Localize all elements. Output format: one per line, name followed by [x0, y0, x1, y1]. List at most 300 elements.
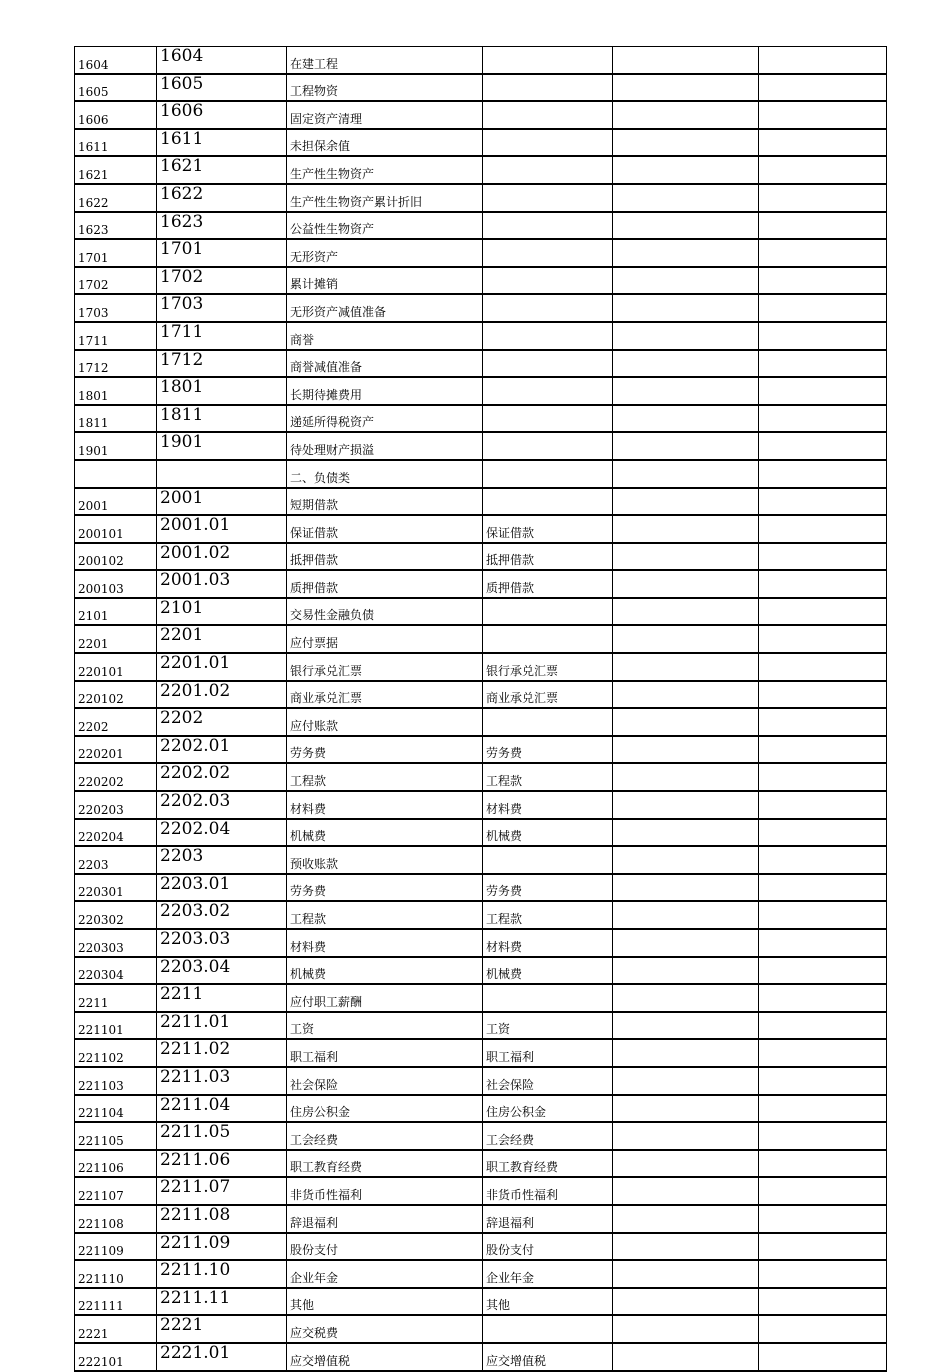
account-code: 221104: [75, 1095, 157, 1123]
sub-account-name: [483, 405, 613, 433]
account-name: 职工教育经费: [287, 1150, 483, 1178]
account-code: 2201: [75, 625, 157, 653]
sub-account-name: 机械费: [483, 819, 613, 847]
sub-account-name: 工程款: [483, 901, 613, 929]
empty-cell: [613, 625, 759, 653]
empty-cell: [759, 625, 887, 653]
table-row: [75, 488, 887, 516]
empty-cell: [759, 432, 887, 460]
account-name: 工程款: [287, 763, 483, 791]
sub-account-name: [483, 432, 613, 460]
account-code: 2203: [75, 846, 157, 874]
sub-account-name: 质押借款: [483, 570, 613, 598]
empty-cell: [759, 681, 887, 709]
sub-account-name: 非货币性福利: [483, 1177, 613, 1205]
table-row: [75, 460, 887, 488]
account-code-dotted: 1701: [157, 239, 287, 267]
account-code-dotted: 2211.08: [157, 1205, 287, 1233]
account-name: 其他: [287, 1288, 483, 1316]
account-name: 抵押借款: [287, 543, 483, 571]
account-code: 221105: [75, 1122, 157, 1150]
empty-cell: [613, 736, 759, 764]
account-code-dotted: 1611: [157, 129, 287, 157]
account-name: 商业承兑汇票: [287, 681, 483, 709]
account-code-dotted: 1604: [157, 47, 287, 74]
table-row: [75, 598, 887, 626]
empty-cell: [613, 1343, 759, 1371]
empty-cell: [613, 129, 759, 157]
empty-cell: [759, 763, 887, 791]
account-code-dotted: 1606: [157, 101, 287, 129]
account-code: 220201: [75, 736, 157, 764]
account-code: 2202: [75, 708, 157, 736]
table-row: [75, 763, 887, 791]
empty-cell: [613, 1315, 759, 1343]
empty-cell: [759, 984, 887, 1012]
empty-cell: [759, 570, 887, 598]
account-name: 辞退福利: [287, 1205, 483, 1233]
table-row: [75, 570, 887, 598]
account-code-dotted: 2211.06: [157, 1150, 287, 1178]
empty-cell: [759, 791, 887, 819]
empty-cell: [613, 405, 759, 433]
account-code: 1702: [75, 267, 157, 295]
account-name: 公益性生物资产: [287, 212, 483, 240]
account-code: 221101: [75, 1012, 157, 1040]
empty-cell: [759, 267, 887, 295]
account-code: 220204: [75, 819, 157, 847]
account-name: 劳务费: [287, 874, 483, 902]
table-row: [75, 543, 887, 571]
empty-cell: [759, 846, 887, 874]
account-name: 累计摊销: [287, 267, 483, 295]
account-name: 待处理财产损溢: [287, 432, 483, 460]
sub-account-name: [483, 322, 613, 350]
account-code: 221108: [75, 1205, 157, 1233]
empty-cell: [613, 846, 759, 874]
account-code: 221109: [75, 1233, 157, 1261]
table-row: [75, 929, 887, 957]
account-code: 200103: [75, 570, 157, 598]
account-code: 221102: [75, 1039, 157, 1067]
sub-account-name: [483, 184, 613, 212]
account-name: 材料费: [287, 929, 483, 957]
empty-cell: [759, 598, 887, 626]
account-table: [74, 46, 887, 1372]
empty-cell: [613, 212, 759, 240]
sub-account-name: [483, 846, 613, 874]
table-row: [75, 350, 887, 378]
empty-cell: [613, 653, 759, 681]
sub-account-name: [483, 239, 613, 267]
sub-account-name: 银行承兑汇票: [483, 653, 613, 681]
sub-account-name: [483, 1315, 613, 1343]
empty-cell: [759, 377, 887, 405]
account-code-dotted: 1801: [157, 377, 287, 405]
account-code-dotted: 2211: [157, 984, 287, 1012]
account-code: 200101: [75, 515, 157, 543]
account-code-dotted: 1702: [157, 267, 287, 295]
sub-account-name: 材料费: [483, 929, 613, 957]
account-code: 2101: [75, 598, 157, 626]
table-row: [75, 1315, 887, 1343]
account-code: 220101: [75, 653, 157, 681]
account-code-dotted: 2203.03: [157, 929, 287, 957]
empty-cell: [759, 819, 887, 847]
empty-cell: [759, 74, 887, 102]
table-row: [75, 1233, 887, 1261]
table-row: [75, 212, 887, 240]
empty-cell: [613, 901, 759, 929]
table-row: [75, 184, 887, 212]
account-code: 1623: [75, 212, 157, 240]
account-code: 1605: [75, 74, 157, 102]
account-code: 1801: [75, 377, 157, 405]
account-code: 2211: [75, 984, 157, 1012]
empty-cell: [759, 1260, 887, 1288]
account-code-dotted: 1621: [157, 156, 287, 184]
account-code-dotted: 2221: [157, 1315, 287, 1343]
account-name: 递延所得税资产: [287, 405, 483, 433]
empty-cell: [759, 322, 887, 350]
account-code: 220302: [75, 901, 157, 929]
account-code-dotted: 1901: [157, 432, 287, 460]
empty-cell: [759, 901, 887, 929]
empty-cell: [759, 1095, 887, 1123]
account-code: 1604: [75, 47, 157, 74]
sub-account-name: 工程款: [483, 763, 613, 791]
empty-cell: [613, 184, 759, 212]
empty-cell: [759, 1205, 887, 1233]
empty-cell: [613, 1067, 759, 1095]
empty-cell: [759, 1315, 887, 1343]
account-code-dotted: 2202.01: [157, 736, 287, 764]
empty-cell: [759, 184, 887, 212]
table-row: [75, 1122, 887, 1150]
empty-cell: [613, 1150, 759, 1178]
account-code-dotted: 2203.01: [157, 874, 287, 902]
account-name: 质押借款: [287, 570, 483, 598]
account-code-dotted: 1623: [157, 212, 287, 240]
empty-cell: [759, 488, 887, 516]
empty-cell: [613, 984, 759, 1012]
sub-account-name: 劳务费: [483, 736, 613, 764]
sub-account-name: [483, 129, 613, 157]
table-row: [75, 294, 887, 322]
account-code: 1901: [75, 432, 157, 460]
account-code-dotted: 2203.02: [157, 901, 287, 929]
account-name: 应付票据: [287, 625, 483, 653]
account-code: 1622: [75, 184, 157, 212]
empty-cell: [613, 156, 759, 184]
table-row: [75, 377, 887, 405]
empty-cell: [613, 377, 759, 405]
empty-cell: [759, 515, 887, 543]
account-name: 工程款: [287, 901, 483, 929]
empty-cell: [759, 239, 887, 267]
account-code-dotted: 2211.07: [157, 1177, 287, 1205]
account-name: 工程物资: [287, 74, 483, 102]
empty-cell: [613, 1288, 759, 1316]
empty-cell: [613, 47, 759, 74]
table-row: [75, 957, 887, 985]
sub-account-name: [483, 350, 613, 378]
sub-account-name: [483, 460, 613, 488]
account-name: 劳务费: [287, 736, 483, 764]
table-row: [75, 1150, 887, 1178]
account-code-dotted: 2201.02: [157, 681, 287, 709]
empty-cell: [759, 1288, 887, 1316]
table-row: [75, 322, 887, 350]
account-name: 应交增值税: [287, 1343, 483, 1371]
account-code-dotted: 2211.10: [157, 1260, 287, 1288]
account-code-dotted: 2001.03: [157, 570, 287, 598]
empty-cell: [613, 1039, 759, 1067]
empty-cell: [613, 1012, 759, 1040]
account-code-dotted: 1712: [157, 350, 287, 378]
sub-account-name: 应交增值税: [483, 1343, 613, 1371]
account-code: 221107: [75, 1177, 157, 1205]
empty-cell: [613, 681, 759, 709]
account-code-dotted: 2211.05: [157, 1122, 287, 1150]
table-row: [75, 984, 887, 1012]
sub-account-name: [483, 377, 613, 405]
empty-cell: [613, 515, 759, 543]
empty-cell: [759, 543, 887, 571]
account-name: 工会经费: [287, 1122, 483, 1150]
account-code: 1606: [75, 101, 157, 129]
account-name: 应付账款: [287, 708, 483, 736]
empty-cell: [613, 101, 759, 129]
empty-cell: [613, 1260, 759, 1288]
account-code-dotted: 1811: [157, 405, 287, 433]
sub-account-name: 其他: [483, 1288, 613, 1316]
account-code: 2001: [75, 488, 157, 516]
empty-cell: [759, 129, 887, 157]
table-row: [75, 791, 887, 819]
account-code-dotted: 2202.04: [157, 819, 287, 847]
account-name: 商誉减值准备: [287, 350, 483, 378]
empty-cell: [759, 1039, 887, 1067]
empty-cell: [613, 1177, 759, 1205]
empty-cell: [759, 1233, 887, 1261]
account-code: [75, 460, 157, 488]
empty-cell: [613, 929, 759, 957]
account-code-dotted: 2202.03: [157, 791, 287, 819]
sub-account-name: [483, 267, 613, 295]
account-name: 社会保险: [287, 1067, 483, 1095]
account-name: 固定资产清理: [287, 101, 483, 129]
empty-cell: [613, 294, 759, 322]
account-code-dotted: 2203.04: [157, 957, 287, 985]
sub-account-name: 社会保险: [483, 1067, 613, 1095]
table-row: [75, 74, 887, 102]
account-code-dotted: 1703: [157, 294, 287, 322]
table-row: [75, 736, 887, 764]
account-code: 1711: [75, 322, 157, 350]
empty-cell: [759, 101, 887, 129]
empty-cell: [613, 957, 759, 985]
account-name: 机械费: [287, 819, 483, 847]
table-row: [75, 1177, 887, 1205]
table-row: [75, 129, 887, 157]
table-row: [75, 1288, 887, 1316]
empty-cell: [613, 460, 759, 488]
account-code: 1712: [75, 350, 157, 378]
account-name: 长期待摊费用: [287, 377, 483, 405]
account-code-dotted: 1711: [157, 322, 287, 350]
account-name: 银行承兑汇票: [287, 653, 483, 681]
account-name: 应付职工薪酬: [287, 984, 483, 1012]
table-row: [75, 515, 887, 543]
sub-account-name: 股份支付: [483, 1233, 613, 1261]
account-code: 221110: [75, 1260, 157, 1288]
table-row: [75, 239, 887, 267]
account-code-dotted: 2211.02: [157, 1039, 287, 1067]
account-code: 220202: [75, 763, 157, 791]
table-row: [75, 625, 887, 653]
account-name: 职工福利: [287, 1039, 483, 1067]
account-code-dotted: 2202: [157, 708, 287, 736]
empty-cell: [759, 736, 887, 764]
table-row: [75, 432, 887, 460]
sub-account-name: [483, 212, 613, 240]
sub-account-name: 职工教育经费: [483, 1150, 613, 1178]
table-row: [75, 405, 887, 433]
account-name: 商誉: [287, 322, 483, 350]
empty-cell: [759, 1122, 887, 1150]
account-code: 200102: [75, 543, 157, 571]
empty-cell: [759, 653, 887, 681]
account-name: 机械费: [287, 957, 483, 985]
empty-cell: [759, 708, 887, 736]
sub-account-name: [483, 101, 613, 129]
empty-cell: [759, 294, 887, 322]
empty-cell: [613, 543, 759, 571]
table-row: [75, 1205, 887, 1233]
empty-cell: [613, 819, 759, 847]
empty-cell: [759, 460, 887, 488]
table-row: [75, 156, 887, 184]
table-row: [75, 47, 887, 74]
empty-cell: [759, 1067, 887, 1095]
account-code: 1621: [75, 156, 157, 184]
table-row: [75, 1012, 887, 1040]
account-code-dotted: [157, 460, 287, 488]
account-code: 221111: [75, 1288, 157, 1316]
empty-cell: [759, 350, 887, 378]
empty-cell: [613, 74, 759, 102]
empty-cell: [613, 267, 759, 295]
empty-cell: [759, 156, 887, 184]
table-row: [75, 1260, 887, 1288]
account-name: 未担保余值: [287, 129, 483, 157]
sub-account-name: 工会经费: [483, 1122, 613, 1150]
empty-cell: [759, 1012, 887, 1040]
account-code-dotted: 2211.04: [157, 1095, 287, 1123]
account-code-dotted: 2001.01: [157, 515, 287, 543]
account-code-dotted: 2221.01: [157, 1343, 287, 1371]
table-row: [75, 708, 887, 736]
account-name: 预收账款: [287, 846, 483, 874]
table-row: [75, 1039, 887, 1067]
sub-account-name: 企业年金: [483, 1260, 613, 1288]
sub-account-name: 抵押借款: [483, 543, 613, 571]
account-name: 应交税费: [287, 1315, 483, 1343]
empty-cell: [613, 1233, 759, 1261]
table-row: [75, 846, 887, 874]
account-code-dotted: 2201: [157, 625, 287, 653]
account-code-dotted: 2211.11: [157, 1288, 287, 1316]
empty-cell: [613, 488, 759, 516]
sub-account-name: 机械费: [483, 957, 613, 985]
sub-account-name: [483, 156, 613, 184]
account-code-dotted: 2211.09: [157, 1233, 287, 1261]
account-name: 交易性金融负债: [287, 598, 483, 626]
empty-cell: [613, 708, 759, 736]
account-name: 股份支付: [287, 1233, 483, 1261]
account-code-dotted: 2001.02: [157, 543, 287, 571]
account-code-dotted: 2211.01: [157, 1012, 287, 1040]
sub-account-name: 职工福利: [483, 1039, 613, 1067]
empty-cell: [613, 570, 759, 598]
account-name: 非货币性福利: [287, 1177, 483, 1205]
empty-cell: [613, 791, 759, 819]
sub-account-name: [483, 625, 613, 653]
table-row: [75, 1343, 887, 1371]
empty-cell: [613, 350, 759, 378]
table-row: [75, 1095, 887, 1123]
account-code-dotted: 2101: [157, 598, 287, 626]
account-code: 220304: [75, 957, 157, 985]
account-code: 222101: [75, 1343, 157, 1371]
empty-cell: [613, 322, 759, 350]
empty-cell: [759, 405, 887, 433]
sub-account-name: [483, 74, 613, 102]
account-code: 1811: [75, 405, 157, 433]
sub-account-name: 工资: [483, 1012, 613, 1040]
account-code-dotted: 2211.03: [157, 1067, 287, 1095]
table-row: [75, 653, 887, 681]
sub-account-name: [483, 708, 613, 736]
table-row: [75, 874, 887, 902]
account-name: 保证借款: [287, 515, 483, 543]
account-name: 住房公积金: [287, 1095, 483, 1123]
account-name: 二、负债类: [287, 460, 483, 488]
empty-cell: [613, 763, 759, 791]
account-name: 生产性生物资产: [287, 156, 483, 184]
empty-cell: [613, 1122, 759, 1150]
empty-cell: [759, 47, 887, 74]
table-row: [75, 1067, 887, 1095]
empty-cell: [613, 598, 759, 626]
account-code-dotted: 2001: [157, 488, 287, 516]
sub-account-name: [483, 294, 613, 322]
account-code: 220303: [75, 929, 157, 957]
account-code-dotted: 2203: [157, 846, 287, 874]
empty-cell: [613, 1205, 759, 1233]
empty-cell: [613, 1095, 759, 1123]
account-name: 企业年金: [287, 1260, 483, 1288]
empty-cell: [759, 1150, 887, 1178]
empty-cell: [759, 874, 887, 902]
account-code: 220203: [75, 791, 157, 819]
sub-account-name: 材料费: [483, 791, 613, 819]
sub-account-name: [483, 984, 613, 1012]
account-name: 在建工程: [287, 47, 483, 74]
account-name: 无形资产: [287, 239, 483, 267]
account-name: 工资: [287, 1012, 483, 1040]
